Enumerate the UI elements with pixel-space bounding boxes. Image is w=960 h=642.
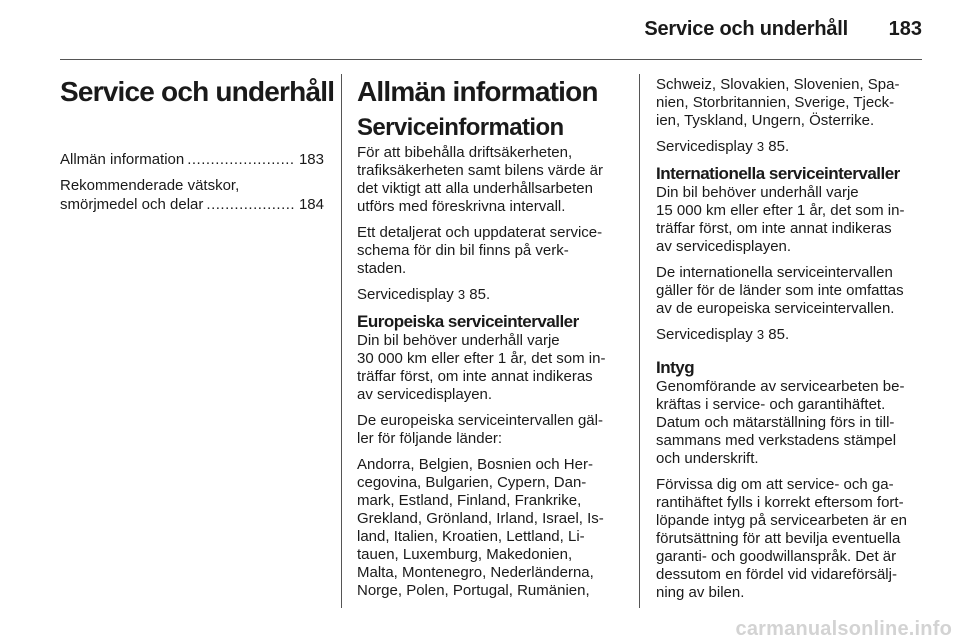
- text-line: schema för din bil finns på verk-: [357, 242, 569, 259]
- text-line: land, Italien, Kroatien, Lettland, Li-: [357, 528, 585, 545]
- text-line: det viktigt att alla underhållsarbeten: [357, 180, 593, 197]
- text-line: utförs med föreskrivna intervall.: [357, 198, 566, 215]
- toc-leader-dots: [206, 195, 296, 214]
- column-divider-1: [341, 74, 342, 608]
- service-display-reference[interactable]: [357, 286, 623, 304]
- page-reference-icon: 3: [756, 327, 765, 342]
- section-title: Allmän information: [357, 76, 598, 107]
- text-line: De europeiska serviceintervallen gäl-: [357, 412, 603, 429]
- paragraph-certificate-warranty: [656, 476, 922, 602]
- text-line: garanti- och goodwillanspråk. Det är: [656, 548, 897, 565]
- text-line: cegovina, Bulgarien, Cypern, Dan-: [357, 474, 587, 491]
- paragraph-international-scope: [656, 264, 922, 318]
- page-number: 183: [888, 18, 922, 40]
- paragraph-country-list-continued: [656, 76, 922, 130]
- page-reference-icon: 3: [756, 139, 765, 154]
- column-divider-2: [639, 74, 640, 608]
- text-line: sammans med verkstadens stämpel: [656, 432, 897, 449]
- reference-text: Servicedisplay: [357, 286, 454, 303]
- subsection-title: Serviceinformation: [357, 114, 564, 141]
- text-line: Din bil behöver underhåll varje: [357, 332, 560, 349]
- text-column-2: [357, 76, 623, 608]
- paragraph-european-interval: [357, 332, 623, 404]
- toc-entry-page: 184: [298, 196, 324, 213]
- text-line: trafiksäkerheten samt bilens värde är: [357, 162, 603, 179]
- heading-european-intervals: Europeiska serviceintervaller: [357, 312, 579, 331]
- header-divider: [60, 59, 922, 60]
- footer-watermark[interactable]: carmanualsonline.info: [735, 618, 952, 640]
- text-line: av de europeiska serviceintervallen.: [656, 300, 895, 317]
- reference-page: 85.: [768, 326, 790, 343]
- heading-certificate: Intyg: [656, 358, 695, 377]
- text-line: Förvissa dig om att service- och ga-: [656, 476, 894, 493]
- text-line: av servicedisplayen.: [357, 386, 493, 403]
- text-line: ien, Tyskland, Ungern, Österrike.: [656, 112, 875, 129]
- heading-international-intervals: Internationella serviceintervaller: [656, 164, 900, 183]
- reference-text: Servicedisplay: [656, 326, 753, 343]
- text-line: ler för följande länder:: [357, 430, 503, 447]
- reference-text: Servicedisplay: [656, 138, 753, 155]
- service-display-reference[interactable]: [656, 326, 922, 344]
- text-line: De internationella serviceintervallen: [656, 264, 893, 281]
- text-line: nien, Storbritannien, Sverige, Tjeck-: [656, 94, 895, 111]
- text-line: förutsättning för att bevilja eventuella: [656, 530, 901, 547]
- text-line: Din bil behöver underhåll varje: [656, 184, 859, 201]
- paragraph-european-scope: [357, 412, 623, 448]
- reference-page: 85.: [469, 286, 491, 303]
- text-line: 15 000 km eller efter 1 år, det som in-: [656, 202, 905, 219]
- text-line: Schweiz, Slovakien, Slovenien, Spa-: [656, 76, 900, 93]
- text-line: gäller för de länder som inte omfattas: [656, 282, 904, 299]
- text-line: träffar först, om inte annat indikeras: [656, 220, 892, 237]
- toc-line: [60, 150, 324, 169]
- page-reference-icon: 3: [457, 287, 466, 302]
- text-line: För att bibehålla driftsäkerheten,: [357, 144, 573, 161]
- toc-entry-page: 183: [298, 151, 324, 168]
- text-line: Genomförande av servicearbeten be-: [656, 378, 905, 395]
- text-line: av servicedisplayen.: [656, 238, 792, 255]
- text-line: Norge, Polen, Portugal, Rumänien,: [357, 582, 590, 599]
- paragraph-service-importance: [357, 144, 623, 216]
- paragraph-certificate-confirmation: [656, 378, 922, 468]
- text-line: och underskrift.: [656, 450, 759, 467]
- toc-entry-recommended-fluids[interactable]: [60, 176, 324, 214]
- text-line: ning av bilen.: [656, 584, 745, 601]
- text-line: mark, Estland, Finland, Frankrike,: [357, 492, 582, 509]
- toc-line: [60, 195, 324, 214]
- text-line: löpande intyg på servicearbeten är en: [656, 512, 908, 529]
- text-line: Ett detaljerat och uppdaterat service-: [357, 224, 603, 241]
- text-line: Andorra, Belgien, Bosnien och Her-: [357, 456, 593, 473]
- toc-entry-text: Rekommenderade vätskor,: [60, 177, 240, 194]
- text-line: dessutom en fördel vid vidareförsälj-: [656, 566, 897, 583]
- toc-leader-dots: [187, 150, 296, 169]
- paragraph-service-schedule: [357, 224, 623, 278]
- toc-entry-text: Allmän information: [60, 151, 185, 168]
- chapter-title: Service och underhåll: [60, 76, 335, 107]
- table-of-contents: [60, 150, 324, 221]
- text-line: staden.: [357, 260, 407, 277]
- paragraph-country-list: [357, 456, 623, 600]
- reference-page: 85.: [768, 138, 790, 155]
- toc-entry-text: smörjmedel och delar: [60, 196, 204, 213]
- text-line: 30 000 km eller efter 1 år, det som in-: [357, 350, 606, 367]
- text-line: tauen, Luxemburg, Makedonien,: [357, 546, 573, 563]
- text-column-3: [656, 76, 922, 610]
- service-display-reference[interactable]: [656, 138, 922, 156]
- text-line: Grekland, Grönland, Irland, Israel, Is-: [357, 510, 604, 527]
- text-line: Malta, Montenegro, Nederländerna,: [357, 564, 594, 581]
- paragraph-international-interval: [656, 184, 922, 256]
- toc-entry-general-information[interactable]: [60, 150, 324, 169]
- running-header-title: Service och underhåll: [644, 18, 848, 40]
- text-line: Datum och mätarställning förs in till-: [656, 414, 895, 431]
- text-line: träffar först, om inte annat indikeras: [357, 368, 593, 385]
- text-line: rantihäftet fylls i korrekt eftersom fort-: [656, 494, 904, 511]
- text-line: kräftas i service- och garantihäftet.: [656, 396, 886, 413]
